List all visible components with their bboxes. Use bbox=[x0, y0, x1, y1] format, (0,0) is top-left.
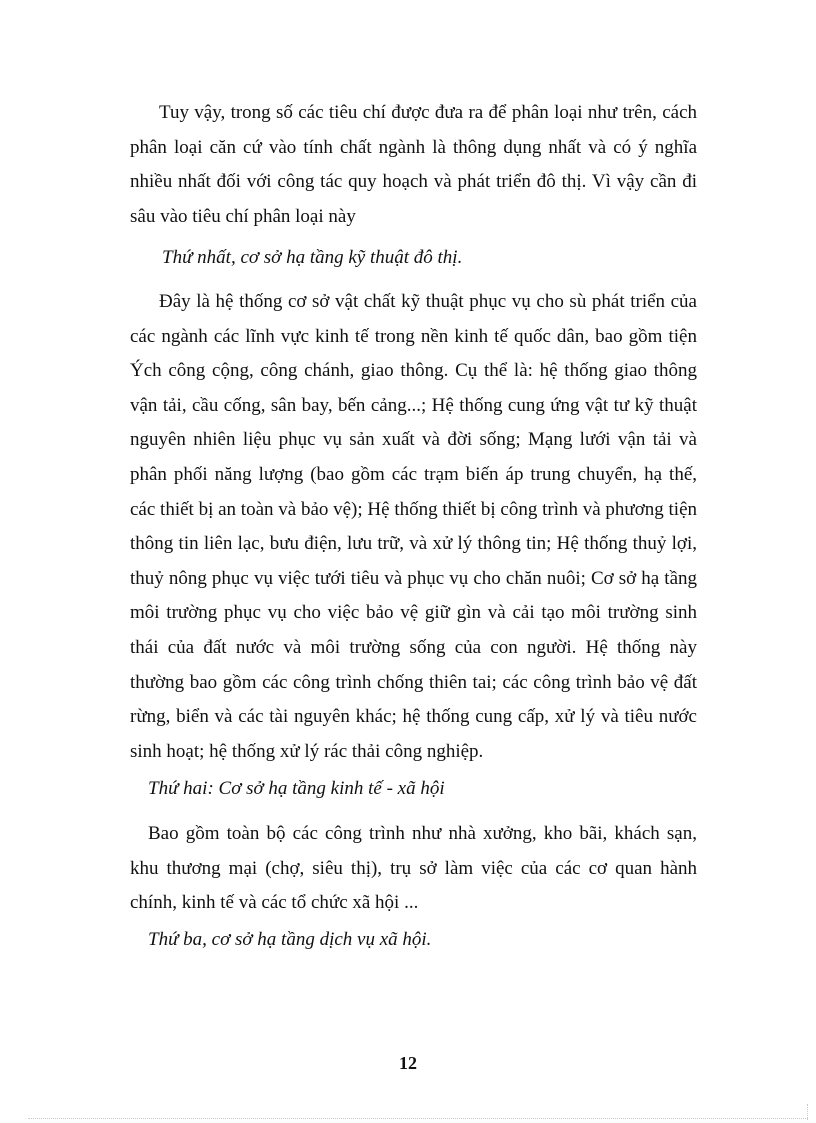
intro-paragraph: Tuy vậy, trong số các tiêu chí được đưa ra để phân loại như trên, cách phân loại căn cứ vào tính chất ngành là thông dụng nhất và có ý nghĩa nhiều nhất đối với công tác quy hoạch và phát triển đô thị. Vì vậy cần đi sâu vào tiêu chí phân loại này bbox=[130, 102, 697, 227]
socioeconomic-infrastructure-paragraph: Bao gồm toàn bộ các công trình như nhà xưởng, kho bãi, khách sạn, khu thương mại (chợ, siêu thị), trụ sở làm việc của các cơ quan hành chính, kinh tế và các tổ chức xã hội ... bbox=[130, 823, 697, 914]
technical-infrastructure-paragraph: Đây là hệ thống cơ sở vật chất kỹ thuật phục vụ cho sù phát triển của các ngành các lĩnh vực kinh tế trong nền kinh tế quốc dân, bao gồm tiện Ých công cộng, công chánh, giao thông. Cụ thể là: hệ thống giao thông vận tải, cầu cống, sân bay, bến cảng...; Hệ thống cung ứng vật tư kỹ thuật nguyên nhiên liệu phục vụ sản xuất và đời sống; Mạng lưới vận tải và phân phối năng lượng (bao gồm các trạm biến áp trung chuyển, hạ thế, các thiết bị an toàn và bảo vệ); Hệ thống thiết bị công trình và phương tiện thông tin liên lạc, bưu điện, lưu trữ, và xử lý thông tin; Hệ thống thuỷ lợi, thuỷ nông phục vụ việc tưới tiêu và phục vụ cho chăn nuôi; Cơ sở hạ tầng môi trường phục vụ cho việc bảo vệ giữ gìn và cải tạo môi trường sinh thái của đất nước và môi trường sống của con người. Hệ thống này thường bao gồm các công trình chống thiên tai; các công trình bảo vệ đất rừng, biển và các tài nguyên khác; hệ thống cung cấp, xử lý và tiêu nước sinh hoạt; hệ thống xử lý rác thải công nghiệp. bbox=[130, 291, 697, 762]
heading-social-service-infrastructure: Thứ ba, cơ sở hạ tầng dịch vụ xã hội. bbox=[148, 929, 432, 950]
heading-socioeconomic-infrastructure: Thứ hai: Cơ sở hạ tầng kinh tế - xã hội bbox=[148, 778, 445, 799]
heading-technical-infrastructure: Thứ nhất, cơ sở hạ tầng kỹ thuật đô thị. bbox=[162, 247, 463, 268]
page-number: 12 bbox=[399, 1053, 417, 1073]
page-bottom-divider bbox=[28, 1118, 808, 1119]
page-right-divider bbox=[807, 1104, 808, 1120]
